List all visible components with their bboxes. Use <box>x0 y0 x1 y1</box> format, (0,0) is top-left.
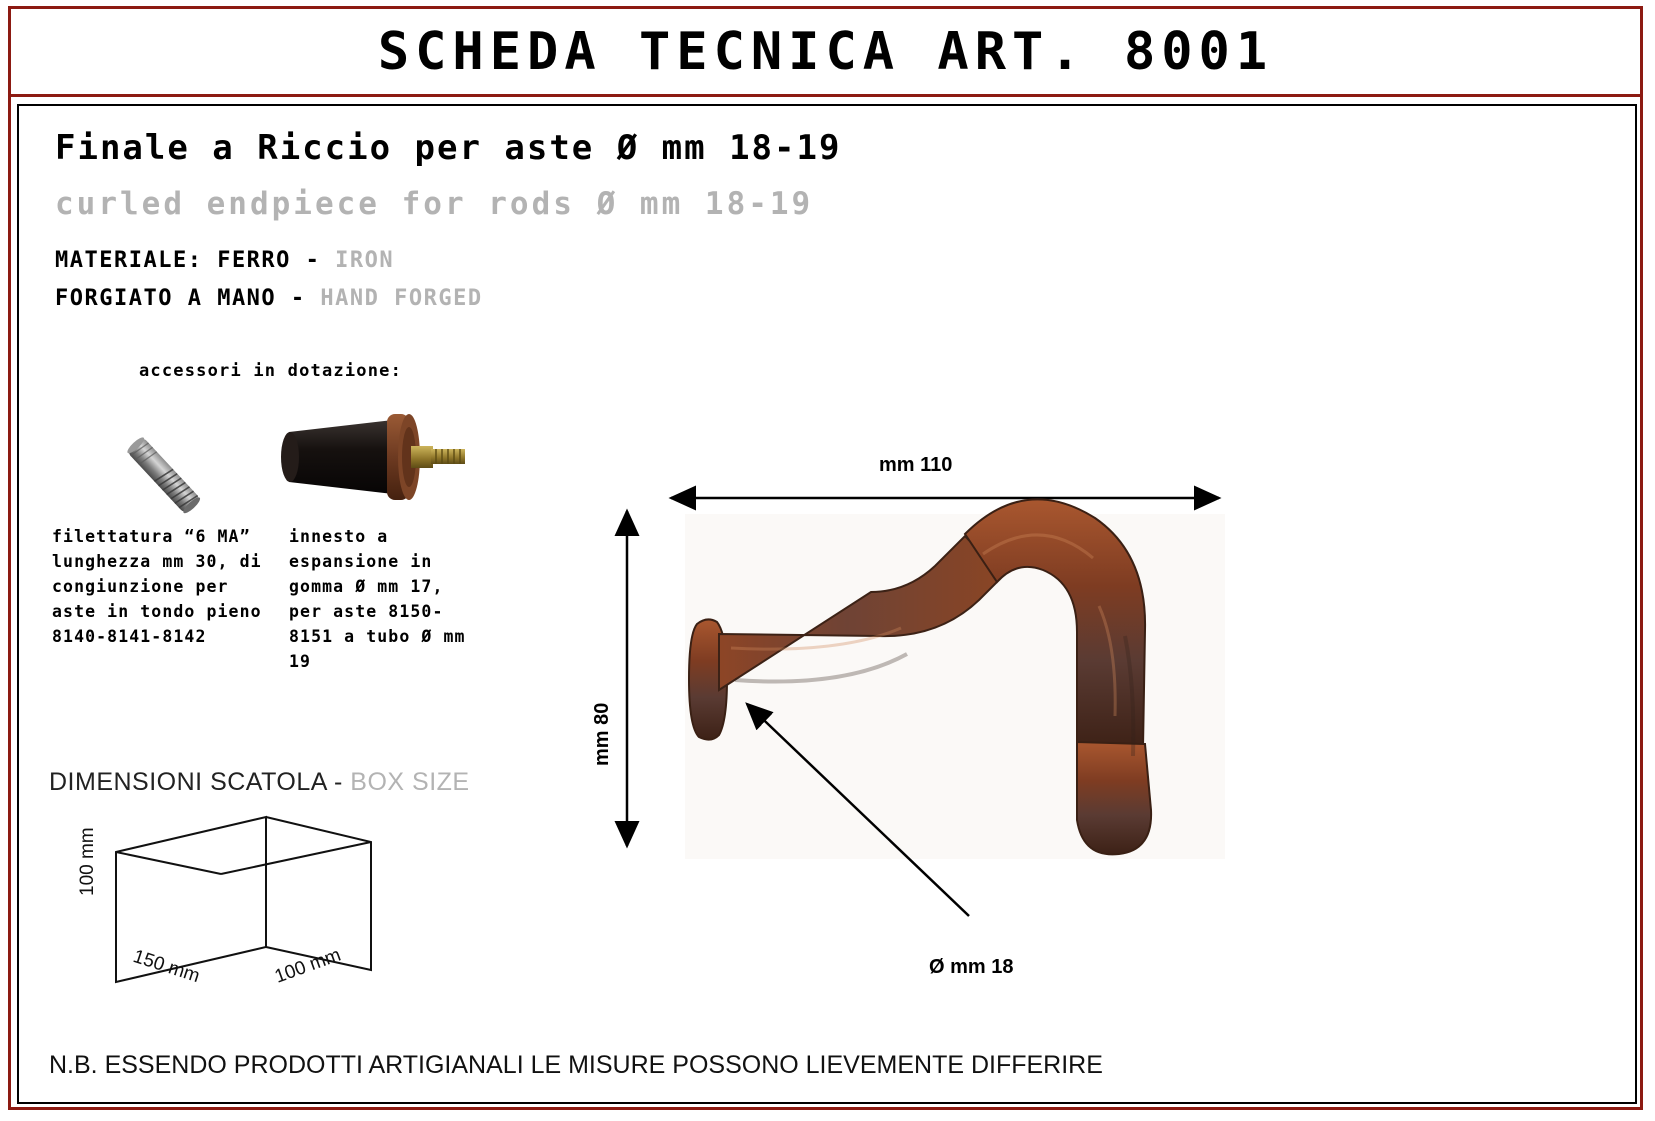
content-frame <box>17 104 1637 1104</box>
product-height-dim: mm 80 <box>591 702 613 766</box>
disclaimer-note: N.B. ESSENDO PRODOTTI ARTIGIANALI LE MISURE POSSONO LIEVEMENTE DIFFERIRE <box>49 1051 1103 1079</box>
headline-italian: Finale a Riccio per aste Ø mm 18-19 <box>55 128 842 168</box>
accessory-caption-screw: filettatura “6 MA” lunghezza mm 30, di congiunzione per aste in tondo pieno 8140-8141-8142 <box>52 527 262 646</box>
box-width-dim: 150 mm <box>130 946 203 988</box>
material-label-en: IRON <box>335 248 395 273</box>
technical-datasheet-page <box>8 6 1643 1110</box>
title-band <box>11 9 1640 97</box>
box-size-label-it: DIMENSIONI SCATOLA - <box>49 768 351 796</box>
forging-label-it: FORGIATO A MANO - <box>55 286 321 311</box>
box-diagram <box>81 812 411 997</box>
page-title: SCHEDA TECNICA ART. 8001 <box>377 21 1274 82</box>
box-height-dim: 100 mm <box>77 827 98 896</box>
box-size-label <box>49 768 470 797</box>
product-width-dim: mm 110 <box>879 454 953 476</box>
forging-line <box>55 286 483 311</box>
rubber-plug-image <box>281 402 481 512</box>
screw-stud-image <box>103 428 223 524</box>
material-line <box>55 248 394 273</box>
product-diagram <box>579 436 1589 996</box>
box-size-label-en: BOX SIZE <box>350 768 470 796</box>
material-label-it: MATERIALE: FERRO - <box>55 248 336 273</box>
accessories-heading: accessori in dotazione: <box>139 361 403 381</box>
box-depth-dim: 100 mm <box>272 944 344 988</box>
headline-english: curled endpiece for rods Ø mm 18-19 <box>55 186 814 222</box>
accessory-caption-plug: innesto a espansione in gomma Ø mm 17, per aste 8150-8151 a tubo Ø mm 19 <box>289 527 466 671</box>
product-diameter-dim: Ø mm 18 <box>929 956 1014 978</box>
forging-label-en: HAND FORGED <box>320 286 483 311</box>
product-svg <box>579 436 1589 996</box>
